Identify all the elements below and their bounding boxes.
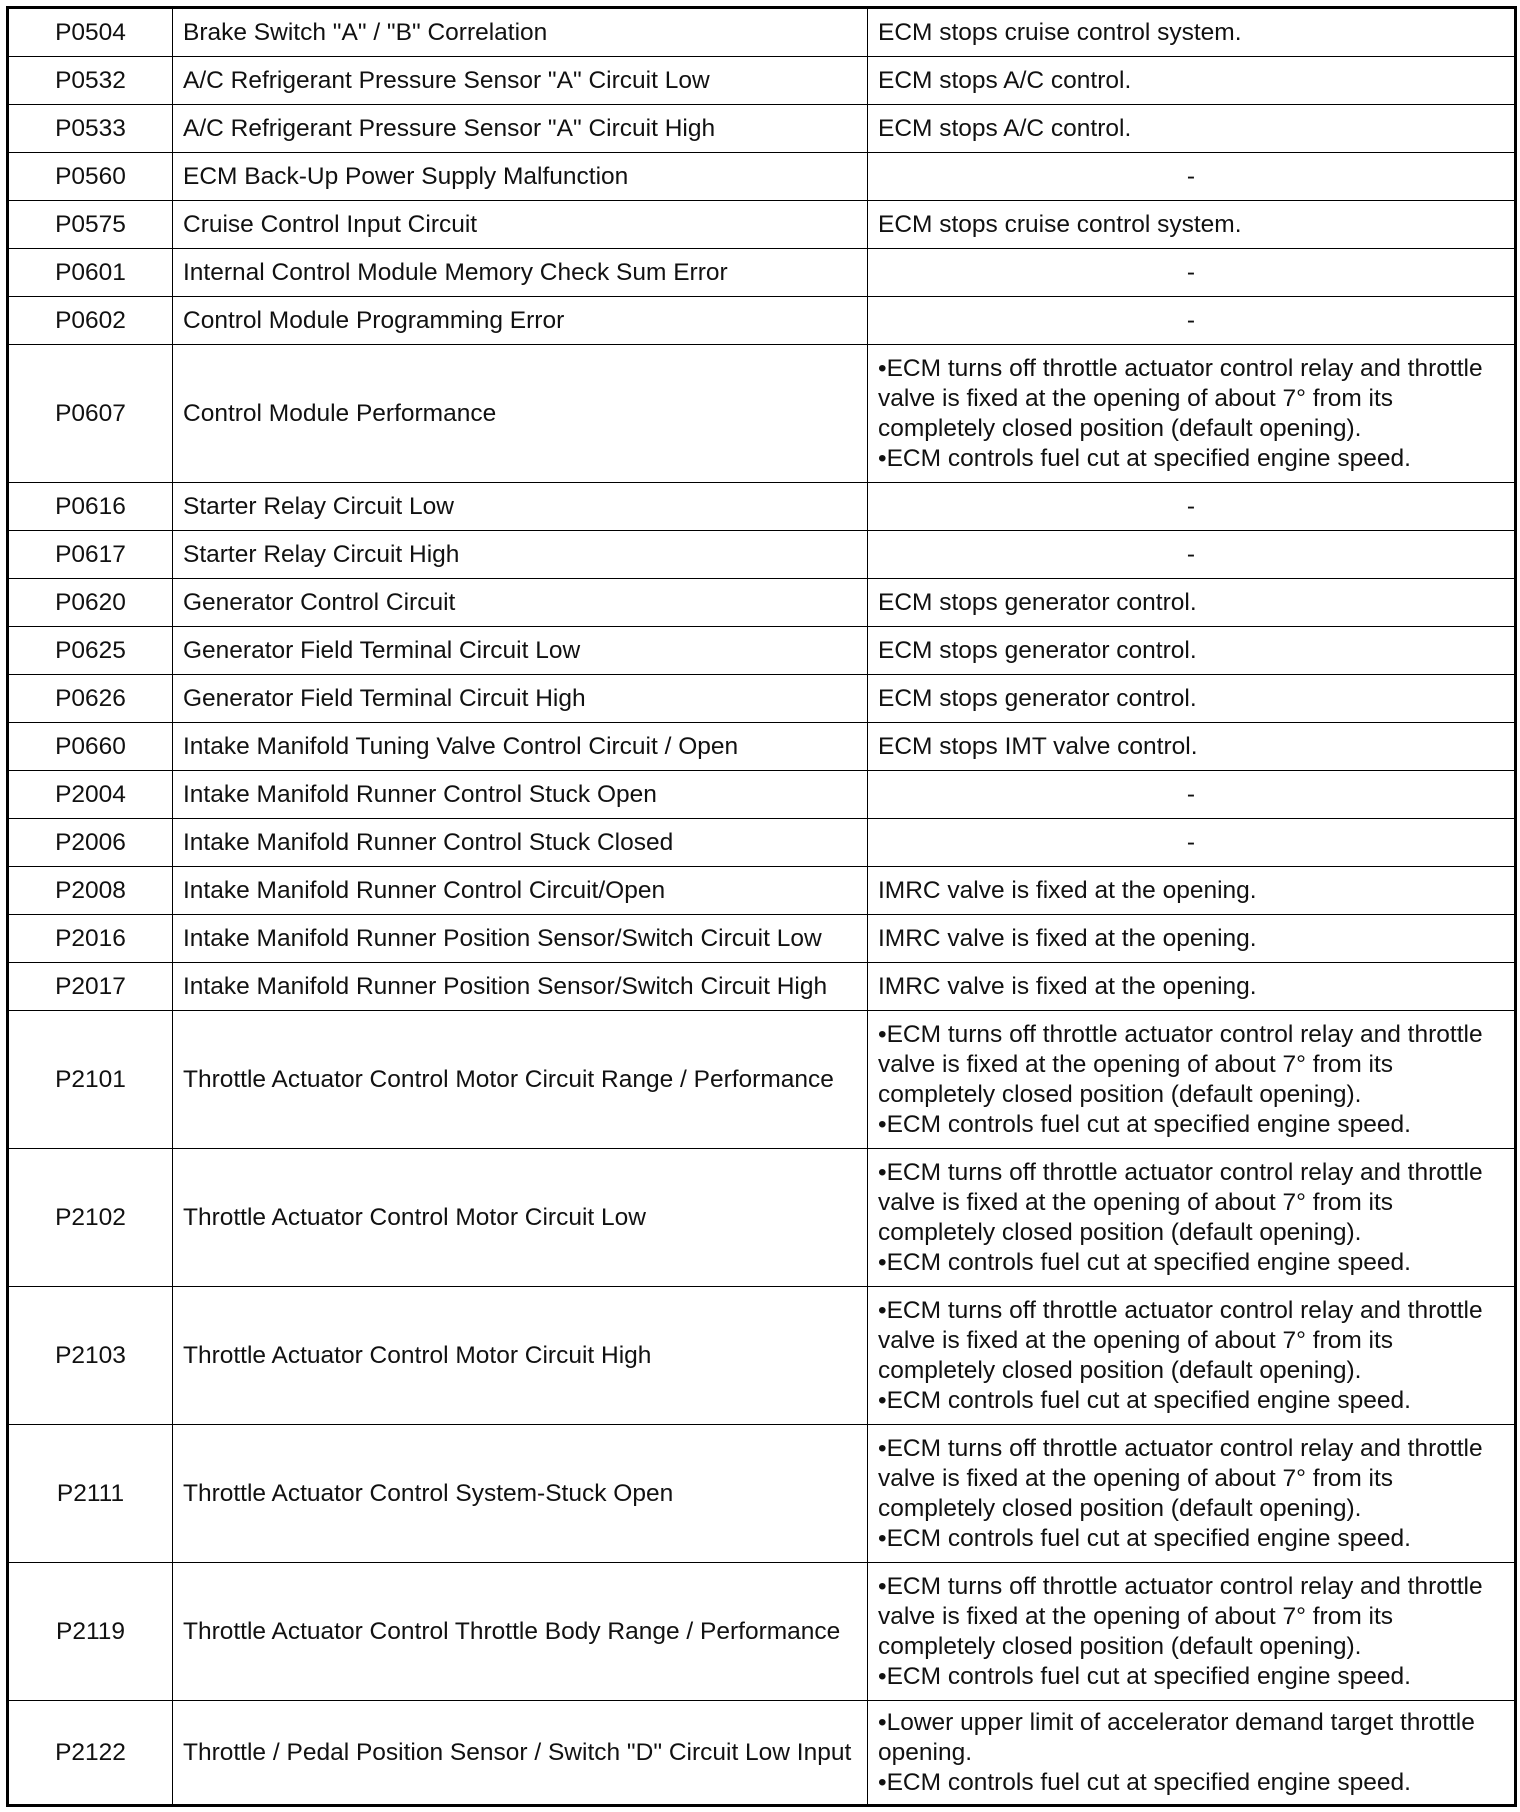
- dtc-code-cell: P0533: [8, 105, 173, 153]
- fail-safe-action-line: valve is fixed at the opening of about 7° from its: [878, 1188, 1394, 1216]
- fail-safe-action-cell: [868, 963, 1516, 1011]
- fail-safe-action-cell: [868, 1149, 1516, 1287]
- table-row: [8, 819, 1516, 867]
- fail-safe-action-line: -: [1186, 780, 1196, 808]
- fail-safe-action-cell: [868, 1011, 1516, 1149]
- dtc-code-cell: P2101: [8, 1011, 173, 1149]
- dtc-description-cell: Throttle / Pedal Position Sensor / Switch "D" Circuit Low Input: [173, 1701, 868, 1806]
- dtc-description-cell: Starter Relay Circuit High: [173, 531, 868, 579]
- fail-safe-action-line: -: [1186, 258, 1196, 286]
- fail-safe-action-cell: [868, 1563, 1516, 1701]
- fail-safe-action-cell: [868, 1287, 1516, 1425]
- table-row: [8, 8, 1516, 57]
- dtc-code-cell: P0660: [8, 723, 173, 771]
- fail-safe-action-line: completely closed position (default opening).: [878, 414, 1362, 442]
- fail-safe-action-line: •ECM turns off throttle actuator control relay and throttle: [878, 354, 1483, 382]
- fail-safe-action-line: •ECM turns off throttle actuator control relay and throttle: [878, 1434, 1483, 1462]
- fail-safe-action-cell: [868, 819, 1516, 867]
- fail-safe-action-line: valve is fixed at the opening of about 7° from its: [878, 1050, 1394, 1078]
- table-row: [8, 1011, 1516, 1149]
- table-row: [8, 1287, 1516, 1425]
- dtc-description-cell: A/C Refrigerant Pressure Sensor "A" Circuit Low: [173, 57, 868, 105]
- dtc-description-cell: Intake Manifold Runner Control Stuck Closed: [173, 819, 868, 867]
- dtc-code-cell: P0607: [8, 345, 173, 483]
- dtc-code-cell: P2016: [8, 915, 173, 963]
- fail-safe-action-line: valve is fixed at the opening of about 7° from its: [878, 1602, 1394, 1630]
- fail-safe-action-cell: [868, 345, 1516, 483]
- table-row: [8, 627, 1516, 675]
- dtc-description-cell: ECM Back-Up Power Supply Malfunction: [173, 153, 868, 201]
- fail-safe-action-line: •ECM controls fuel cut at specified engine speed.: [878, 1768, 1411, 1796]
- table-row: [8, 1149, 1516, 1287]
- dtc-description-cell: Generator Control Circuit: [173, 579, 868, 627]
- fail-safe-action-cell: [868, 8, 1516, 57]
- dtc-description-cell: Internal Control Module Memory Check Sum Error: [173, 249, 868, 297]
- dtc-description-cell: Throttle Actuator Control Motor Circuit Range / Performance: [173, 1011, 868, 1149]
- table-row: [8, 153, 1516, 201]
- fail-safe-action-line: ECM stops cruise control system.: [878, 18, 1242, 46]
- fail-safe-action-line: completely closed position (default opening).: [878, 1080, 1362, 1108]
- fail-safe-action-line: •ECM controls fuel cut at specified engine speed.: [878, 1386, 1411, 1414]
- fail-safe-action-cell: [868, 867, 1516, 915]
- fail-safe-action-cell: [868, 579, 1516, 627]
- dtc-description-cell: Brake Switch "A" / "B" Correlation: [173, 8, 868, 57]
- table-row: [8, 771, 1516, 819]
- dtc-description-cell: Intake Manifold Runner Position Sensor/Switch Circuit High: [173, 963, 868, 1011]
- dtc-description-cell: Intake Manifold Runner Control Circuit/Open: [173, 867, 868, 915]
- dtc-code-cell: P0532: [8, 57, 173, 105]
- dtc-description-cell: Control Module Programming Error: [173, 297, 868, 345]
- fail-safe-action-line: •Lower upper limit of accelerator demand target throttle: [878, 1708, 1475, 1736]
- dtc-code-cell: P0616: [8, 483, 173, 531]
- fail-safe-action-cell: [868, 1425, 1516, 1563]
- dtc-code-cell: P2111: [8, 1425, 173, 1563]
- fail-safe-action-line: •ECM turns off throttle actuator control relay and throttle: [878, 1158, 1483, 1186]
- dtc-description-cell: Intake Manifold Tuning Valve Control Circuit / Open: [173, 723, 868, 771]
- table-row: [8, 105, 1516, 153]
- dtc-description-cell: A/C Refrigerant Pressure Sensor "A" Circuit High: [173, 105, 868, 153]
- fail-safe-action-line: valve is fixed at the opening of about 7° from its: [878, 384, 1394, 412]
- fail-safe-action-line: IMRC valve is fixed at the opening.: [878, 876, 1257, 904]
- fail-safe-action-line: opening.: [878, 1738, 973, 1766]
- fail-safe-action-cell: [868, 297, 1516, 345]
- table-row: [8, 915, 1516, 963]
- fail-safe-action-line: -: [1186, 492, 1196, 520]
- table-row: [8, 1701, 1516, 1806]
- dtc-code-cell: P2119: [8, 1563, 173, 1701]
- fail-safe-action-cell: [868, 201, 1516, 249]
- fail-safe-action-line: -: [1186, 828, 1196, 856]
- dtc-code-cell: P0620: [8, 579, 173, 627]
- fail-safe-action-cell: [868, 771, 1516, 819]
- dtc-description-cell: Intake Manifold Runner Control Stuck Open: [173, 771, 868, 819]
- dtc-description-cell: Cruise Control Input Circuit: [173, 201, 868, 249]
- dtc-code-cell: P2008: [8, 867, 173, 915]
- dtc-code-cell: P2102: [8, 1149, 173, 1287]
- fail-safe-action-cell: [868, 1701, 1516, 1806]
- fail-safe-action-cell: [868, 627, 1516, 675]
- table-row: [8, 963, 1516, 1011]
- dtc-code-cell: P0625: [8, 627, 173, 675]
- fail-safe-action-line: ECM stops generator control.: [878, 684, 1197, 712]
- fail-safe-action-line: •ECM controls fuel cut at specified engine speed.: [878, 444, 1411, 472]
- dtc-table-body: [8, 8, 1516, 1806]
- table-row: [8, 483, 1516, 531]
- dtc-description-cell: Throttle Actuator Control Motor Circuit High: [173, 1287, 868, 1425]
- dtc-description-cell: Throttle Actuator Control System-Stuck Open: [173, 1425, 868, 1563]
- dtc-code-cell: P0504: [8, 8, 173, 57]
- table-row: [8, 1563, 1516, 1701]
- fail-safe-action-line: -: [1186, 306, 1196, 334]
- fail-safe-action-line: •ECM turns off throttle actuator control relay and throttle: [878, 1296, 1483, 1324]
- dtc-code-cell: P0617: [8, 531, 173, 579]
- table-row: [8, 531, 1516, 579]
- fail-safe-action-line: completely closed position (default opening).: [878, 1218, 1362, 1246]
- fail-safe-action-cell: [868, 531, 1516, 579]
- dtc-code-cell: P2006: [8, 819, 173, 867]
- fail-safe-action-line: ECM stops A/C control.: [878, 114, 1132, 142]
- fail-safe-action-line: valve is fixed at the opening of about 7° from its: [878, 1326, 1394, 1354]
- table-row: [8, 579, 1516, 627]
- dtc-code-cell: P0626: [8, 675, 173, 723]
- dtc-description-cell: Intake Manifold Runner Position Sensor/Switch Circuit Low: [173, 915, 868, 963]
- fail-safe-action-line: -: [1186, 162, 1196, 190]
- table-row: [8, 675, 1516, 723]
- dtc-description-cell: Starter Relay Circuit Low: [173, 483, 868, 531]
- fail-safe-action-line: IMRC valve is fixed at the opening.: [878, 972, 1257, 1000]
- fail-safe-action-cell: [868, 57, 1516, 105]
- dtc-code-cell: P0560: [8, 153, 173, 201]
- dtc-code-cell: P2103: [8, 1287, 173, 1425]
- fail-safe-action-cell: [868, 483, 1516, 531]
- table-row: [8, 1425, 1516, 1563]
- fail-safe-action-cell: [868, 105, 1516, 153]
- dtc-description-cell: Generator Field Terminal Circuit High: [173, 675, 868, 723]
- fail-safe-action-line: ECM stops generator control.: [878, 636, 1197, 664]
- dtc-description-cell: Control Module Performance: [173, 345, 868, 483]
- fail-safe-action-line: •ECM turns off throttle actuator control relay and throttle: [878, 1020, 1483, 1048]
- fail-safe-action-cell: [868, 249, 1516, 297]
- table-row: [8, 345, 1516, 483]
- fail-safe-action-line: •ECM controls fuel cut at specified engine speed.: [878, 1248, 1411, 1276]
- dtc-code-cell: P2122: [8, 1701, 173, 1806]
- fail-safe-action-line: ECM stops IMT valve control.: [878, 732, 1198, 760]
- dtc-code-cell: P2017: [8, 963, 173, 1011]
- table-row: [8, 201, 1516, 249]
- dtc-code-cell: P0575: [8, 201, 173, 249]
- table-row: [8, 249, 1516, 297]
- table-row: [8, 297, 1516, 345]
- fail-safe-action-line: IMRC valve is fixed at the opening.: [878, 924, 1257, 952]
- fail-safe-action-cell: [868, 723, 1516, 771]
- fail-safe-action-line: •ECM controls fuel cut at specified engine speed.: [878, 1524, 1411, 1552]
- table-row: [8, 57, 1516, 105]
- fail-safe-action-line: completely closed position (default opening).: [878, 1356, 1362, 1384]
- table-row: [8, 867, 1516, 915]
- fail-safe-action-cell: [868, 915, 1516, 963]
- fail-safe-action-line: completely closed position (default opening).: [878, 1632, 1362, 1660]
- dtc-table-page: [6, 6, 1514, 1807]
- fail-safe-action-cell: [868, 675, 1516, 723]
- fail-safe-action-line: •ECM controls fuel cut at specified engine speed.: [878, 1662, 1411, 1690]
- fail-safe-action-line: •ECM controls fuel cut at specified engine speed.: [878, 1110, 1411, 1138]
- table-row: [8, 723, 1516, 771]
- dtc-code-cell: P0601: [8, 249, 173, 297]
- dtc-code-cell: P0602: [8, 297, 173, 345]
- fail-safe-action-line: ECM stops cruise control system.: [878, 210, 1242, 238]
- dtc-description-cell: Throttle Actuator Control Motor Circuit Low: [173, 1149, 868, 1287]
- dtc-code-cell: P2004: [8, 771, 173, 819]
- fail-safe-action-line: ECM stops generator control.: [878, 588, 1197, 616]
- dtc-description-cell: Generator Field Terminal Circuit Low: [173, 627, 868, 675]
- fail-safe-action-line: •ECM turns off throttle actuator control relay and throttle: [878, 1572, 1483, 1600]
- fail-safe-action-cell: [868, 153, 1516, 201]
- fail-safe-action-line: completely closed position (default opening).: [878, 1494, 1362, 1522]
- dtc-table: [6, 6, 1517, 1807]
- fail-safe-action-line: -: [1186, 540, 1196, 568]
- dtc-description-cell: Throttle Actuator Control Throttle Body Range / Performance: [173, 1563, 868, 1701]
- fail-safe-action-line: ECM stops A/C control.: [878, 66, 1132, 94]
- fail-safe-action-line: valve is fixed at the opening of about 7° from its: [878, 1464, 1394, 1492]
